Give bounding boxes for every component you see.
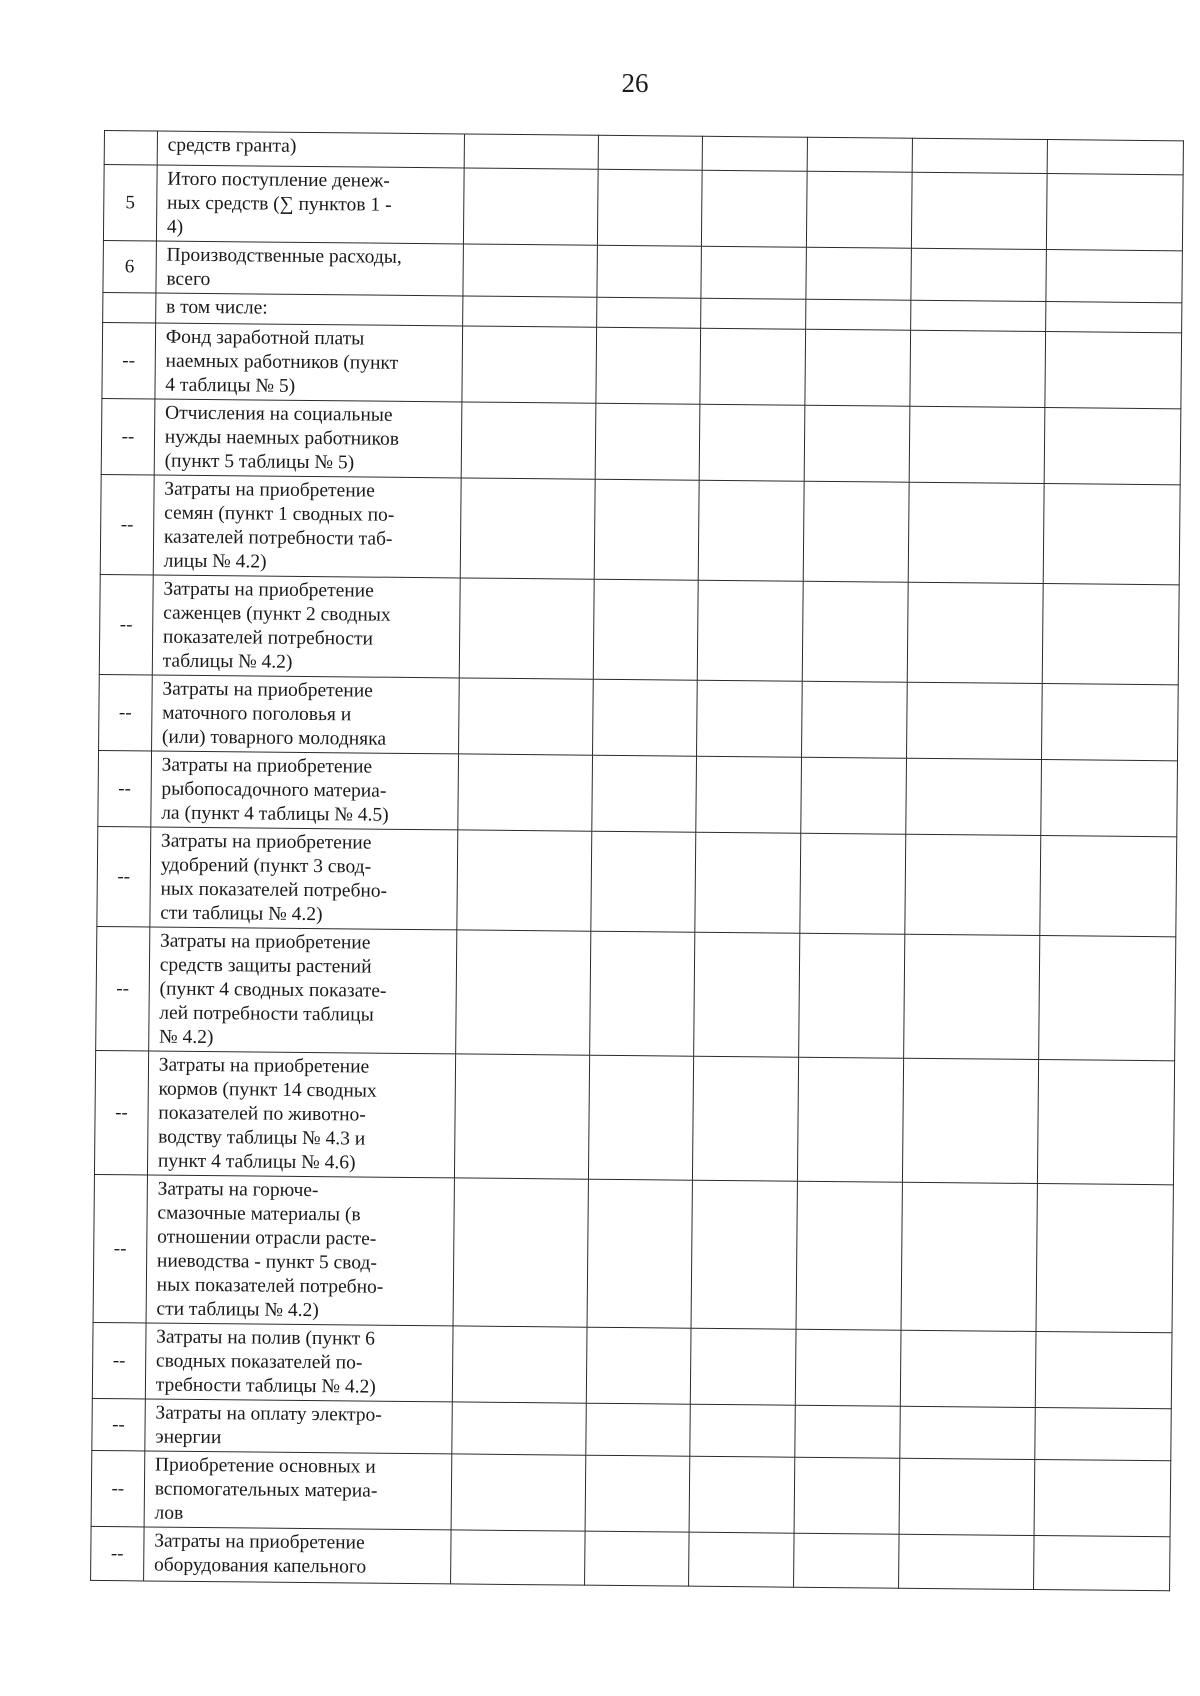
- table-row: [93, 1174, 1173, 1332]
- value-cell: [453, 1326, 587, 1403]
- value-cell: [1046, 302, 1182, 333]
- row-number-cell: --: [101, 398, 155, 475]
- value-cell: [1043, 584, 1180, 685]
- value-cell: [697, 680, 802, 757]
- value-cell: [798, 1057, 904, 1182]
- value-cell: [1041, 760, 1177, 837]
- value-cell: [800, 833, 906, 934]
- value-cell: [801, 757, 906, 834]
- value-cell: [584, 1531, 689, 1586]
- row-label-cell: Фонд заработной платы наемных работников (пункт 4 таблицы № 5): [155, 323, 463, 402]
- row-number-cell: --: [91, 1450, 145, 1527]
- value-cell: [908, 482, 1045, 583]
- row-number-cell: --: [99, 574, 153, 675]
- value-cell: [453, 1178, 588, 1327]
- value-cell: [1038, 1060, 1175, 1185]
- table-row: [102, 322, 1182, 408]
- row-label-cell: средств гранта): [157, 131, 465, 168]
- value-cell: [910, 330, 1046, 407]
- row-label-cell: Затраты на приобретение рыбопосадочного материа- ла (пункт 4 таблицы № 4.5): [151, 751, 459, 830]
- value-cell: [586, 1403, 691, 1456]
- value-cell: [702, 170, 807, 247]
- value-cell: [1039, 936, 1176, 1061]
- value-cell: [455, 1054, 590, 1179]
- value-cell: [898, 1534, 1034, 1589]
- value-cell: [911, 172, 1047, 249]
- row-label-cell: Затраты на приобретение средств защиты растений (пункт 4 сводных показате- лей потребности таблицы № 4.2): [148, 927, 457, 1054]
- value-cell: [586, 1327, 691, 1404]
- row-label-cell: Производственные расходы, всего: [156, 241, 464, 296]
- table-row: [100, 474, 1180, 584]
- table-row: [92, 1322, 1172, 1408]
- table-row: [101, 398, 1181, 484]
- row-number-cell: --: [92, 1322, 146, 1399]
- row-number-cell: --: [91, 1526, 144, 1581]
- value-cell: [1042, 684, 1178, 761]
- value-cell: [804, 405, 909, 482]
- value-cell: [462, 326, 596, 403]
- value-cell: [693, 1056, 799, 1181]
- value-cell: [460, 578, 595, 679]
- value-cell: [592, 679, 697, 756]
- value-cell: [701, 298, 806, 329]
- value-cell: [698, 580, 804, 681]
- value-cell: [1035, 1408, 1171, 1461]
- value-cell: [905, 758, 1041, 835]
- value-cell: [795, 1405, 900, 1458]
- row-number-cell: --: [97, 826, 151, 927]
- value-cell: [458, 754, 592, 831]
- value-cell: [457, 830, 592, 931]
- row-number-cell: --: [96, 926, 150, 1051]
- value-cell: [701, 246, 806, 299]
- value-cell: [456, 930, 591, 1055]
- page-number: 26: [621, 68, 649, 98]
- row-label-cell: Затраты на приобретение саженцев (пункт 2 сводных показателей потребности таблицы № 4.2): [152, 575, 460, 678]
- value-cell: [1044, 408, 1180, 485]
- value-cell: [806, 171, 911, 248]
- row-label-cell: Отчисления на социальные нужды наемных работников (пункт 5 таблицы № 5): [154, 399, 462, 478]
- value-cell: [595, 403, 700, 480]
- value-cell: [902, 1058, 1039, 1183]
- value-cell: [795, 1329, 900, 1406]
- value-cell: [910, 300, 1046, 331]
- financial-table-sheet: [90, 130, 1184, 1591]
- value-cell: [802, 681, 907, 758]
- value-cell: [695, 832, 801, 933]
- row-label-cell: Затраты на горюче- смазочные материалы (в отношении отрасли расте- ниеводства - пункт 5 свод- ных показателей потребно- сти таблицы № 4.2): [146, 1175, 455, 1326]
- value-cell: [451, 1530, 585, 1585]
- value-cell: [597, 245, 702, 298]
- value-cell: [700, 404, 805, 481]
- value-cell: [806, 299, 911, 330]
- table-row: [91, 1526, 1170, 1590]
- value-cell: [691, 1328, 796, 1405]
- value-cell: [1034, 1459, 1170, 1536]
- table-row: [91, 1450, 1171, 1536]
- row-label-cell: Затраты на приобретение оборудования капельного: [143, 1527, 451, 1584]
- row-label-cell: Затраты на приобретение семян (пункт 1 сводных по- казателей потребности таб- лицы № 4.2): [153, 475, 461, 578]
- row-label-cell: Затраты на приобретение удобрений (пункт 3 свод- ных показателей потребно- сти таблицы № 4.2): [150, 827, 458, 930]
- value-cell: [593, 579, 699, 680]
- value-cell: [590, 931, 696, 1056]
- row-number-cell: --: [94, 1050, 148, 1175]
- value-cell: [690, 1404, 795, 1457]
- value-cell: [1036, 1184, 1173, 1333]
- value-cell: [587, 1179, 693, 1328]
- row-label-cell: Затраты на приобретение кормов (пункт 14 сводных показателей по животно- водству таблицы № 4.3 и пункт 4 таблицы № 4.6): [147, 1051, 456, 1178]
- value-cell: [909, 406, 1045, 483]
- value-cell: [597, 297, 702, 328]
- table-row: [98, 750, 1178, 836]
- value-cell: [899, 1458, 1035, 1535]
- value-cell: [598, 135, 703, 170]
- row-label-cell: Итого поступление денеж- ных средств (∑ пунктов 1 - 4): [156, 165, 464, 244]
- value-cell: [906, 682, 1042, 759]
- value-cell: [1045, 332, 1181, 409]
- row-number-cell: [104, 131, 157, 166]
- value-cell: [805, 329, 910, 406]
- table-row: [99, 574, 1179, 684]
- value-cell: [703, 136, 808, 171]
- value-cell: [794, 1533, 899, 1588]
- value-cell: [463, 244, 597, 297]
- value-cell: [799, 933, 905, 1058]
- value-cell: [690, 1456, 795, 1533]
- value-cell: [907, 582, 1044, 683]
- value-cell: [462, 402, 596, 479]
- value-cell: [451, 1454, 585, 1531]
- row-label-cell: Приобретение основных и вспомогательных материа- лов: [144, 1451, 452, 1530]
- row-label-cell: в том числе:: [155, 293, 463, 326]
- value-cell: [696, 756, 801, 833]
- value-cell: [911, 248, 1047, 301]
- value-cell: [459, 678, 593, 755]
- value-cell: [1047, 174, 1183, 251]
- value-cell: [692, 1180, 798, 1329]
- value-cell: [585, 1455, 690, 1532]
- value-cell: [803, 481, 909, 582]
- value-cell: [694, 932, 800, 1057]
- row-label-cell: Затраты на приобретение маточного поголовья и (или) товарного молодняка: [151, 675, 459, 754]
- row-number-cell: --: [100, 474, 154, 575]
- value-cell: [699, 480, 805, 581]
- value-cell: [807, 137, 912, 172]
- value-cell: [900, 1330, 1036, 1407]
- value-cell: [700, 328, 805, 405]
- row-number-cell: 5: [103, 165, 157, 242]
- value-cell: [802, 581, 908, 682]
- value-cell: [806, 247, 911, 300]
- value-cell: [794, 1457, 899, 1534]
- value-cell: [597, 169, 702, 246]
- table-row: [94, 1050, 1174, 1184]
- value-cell: [1043, 484, 1180, 585]
- value-cell: [452, 1402, 586, 1455]
- value-cell: [1040, 836, 1177, 937]
- row-number-cell: --: [98, 750, 152, 827]
- value-cell: [594, 479, 700, 580]
- row-number-cell: --: [99, 674, 153, 751]
- table-row: [96, 926, 1176, 1060]
- value-cell: [904, 834, 1041, 935]
- value-cell: [463, 296, 597, 327]
- expenses-table: [90, 130, 1184, 1591]
- value-cell: [912, 138, 1048, 173]
- table-row: [99, 674, 1179, 760]
- value-cell: [1036, 1332, 1172, 1409]
- value-cell: [461, 478, 596, 579]
- value-cell: [588, 1055, 694, 1180]
- value-cell: [591, 831, 697, 932]
- value-cell: [596, 327, 701, 404]
- value-cell: [464, 134, 598, 169]
- table-row: [103, 165, 1183, 251]
- value-cell: [901, 1182, 1038, 1331]
- row-number-cell: --: [92, 1398, 145, 1451]
- value-cell: [689, 1532, 794, 1587]
- table-body: [91, 131, 1184, 1591]
- value-cell: [899, 1406, 1035, 1459]
- row-number-cell: --: [102, 322, 156, 399]
- value-cell: [1047, 140, 1183, 175]
- table-row: [97, 826, 1177, 936]
- row-label-cell: Затраты на полив (пункт 6 сводных показателей по- требности таблицы № 4.2): [145, 1323, 453, 1402]
- value-cell: [592, 755, 697, 832]
- row-label-cell: Затраты на оплату электро- энергии: [145, 1399, 453, 1454]
- row-number-cell: --: [93, 1174, 147, 1323]
- row-number-cell: 6: [103, 240, 156, 293]
- value-cell: [796, 1181, 902, 1330]
- row-number-cell: [103, 292, 156, 323]
- value-cell: [1034, 1535, 1170, 1590]
- value-cell: [1046, 250, 1182, 303]
- value-cell: [464, 168, 598, 245]
- value-cell: [903, 934, 1040, 1059]
